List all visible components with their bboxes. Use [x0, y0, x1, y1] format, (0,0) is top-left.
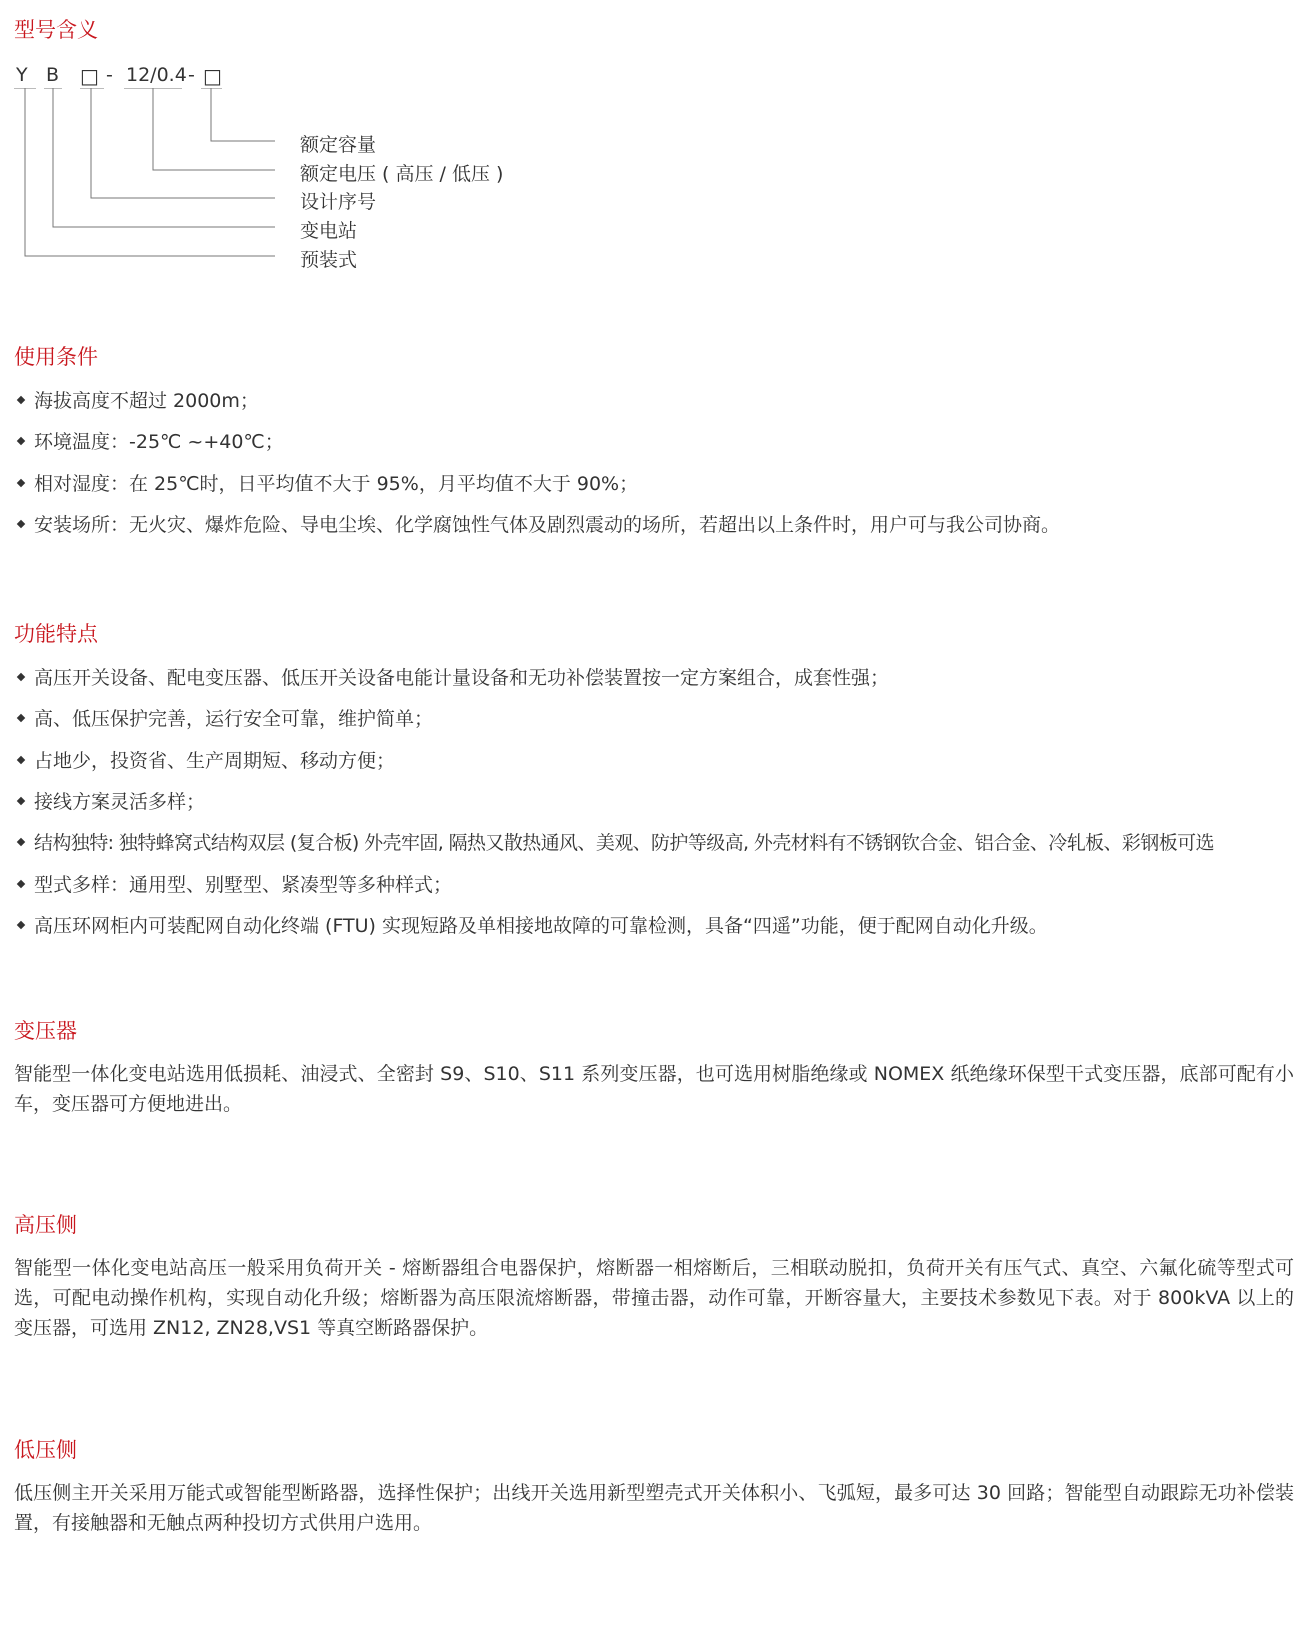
model-code-dash-2: - [188, 64, 195, 86]
bullet-icon [17, 395, 25, 403]
list-item: 海拔高度不超过 2000m； [14, 388, 259, 414]
list-item: 高压开关设备、配电变压器、低压开关设备电能计量设备和无功补偿装置按一定方案组合，成套性强； [14, 665, 889, 691]
bullet-icon [17, 519, 25, 527]
leader-design-number [91, 88, 275, 198]
model-code-dash-1: - [106, 64, 113, 86]
hv-section-title: 高压侧 [14, 1213, 77, 1237]
list-item: 占地少，投资省、生产周期短、移动方便； [14, 748, 395, 774]
list-item: 高、低压保护完善，运行安全可靠，维护简单； [14, 706, 433, 732]
usage-section-title: 使用条件 [14, 345, 98, 369]
model-code-box-1: □ [80, 64, 99, 88]
leader-prefab [25, 88, 275, 256]
features-section-title: 功能特点 [14, 622, 98, 646]
model-section-title: 型号含义 [14, 18, 98, 42]
bullet-icon [17, 436, 25, 444]
list-item: 环境温度：-25℃ ~+40℃； [14, 429, 284, 455]
list-item: 型式多样：通用型、别墅型、紧凑型等多种样式； [14, 872, 452, 898]
bullet-icon [17, 755, 25, 763]
bullet-icon [17, 837, 25, 845]
transformer-paragraph: 智能型一体化变电站选用低损耗、油浸式、全密封 S9、S10、S11 系列变压器，也可选用树脂绝缘或 NOMEX 纸绝缘环保型干式变压器，底部可配有小车，变压器可方便地进出。 [14, 1063, 1294, 1115]
leader-substation [53, 88, 275, 227]
list-item: 结构独特: 独特蜂窝式结构双层 (复合板) 外壳牢固, 隔热又散热通风、美观、防护等级高, 外壳材料有不锈钢钦合金、铝合金、冷轧板、彩钢板可选 [14, 830, 1214, 856]
bullet-icon [17, 478, 25, 486]
leader-rated-voltage [153, 88, 275, 170]
model-code-box-2: □ [203, 64, 222, 88]
bullet-icon [17, 796, 25, 804]
list-item: 高压环网柜内可装配网自动化终端 (FTU) 实现短路及单相接地故障的可靠检测，具备“四遥”功能，便于配网自动化升级。 [14, 913, 1048, 939]
transformer-section-title: 变压器 [14, 1019, 77, 1043]
hv-paragraph: 智能型一体化变电站高压一般采用负荷开关 - 熔断器组合电器保护，熔断器一相熔断后，三相联动脱扣，负荷开关有压气式、真空、六氟化硫等型式可选，可配电动操作机构，实现自动化升级；熔断器为高压限流熔断器，带撞击器，动作可靠，开断容量大，主要技术参数见下表。对于 800kVA 以上的变压器，可选用 ZN12, ZN28,VS1 等真空断路器保护。 [14, 1257, 1294, 1339]
legend-design-number: 设计序号 [300, 191, 377, 213]
bullet-icon [17, 920, 25, 928]
lv-section-title: 低压侧 [14, 1438, 77, 1462]
legend-prefab: 预装式 [300, 249, 358, 271]
legend-rated-voltage: 额定电压 ( 高压 / 低压 ) [300, 163, 504, 185]
list-item: 接线方案灵活多样； [14, 789, 205, 815]
leader-rated-capacity [211, 88, 275, 141]
bullet-icon [17, 713, 25, 721]
model-code-b: B [46, 64, 60, 86]
bullet-icon [17, 672, 25, 680]
list-item: 相对湿度：在 25℃时，日平均值不大于 95%，月平均值不大于 90%； [14, 471, 638, 497]
model-code-y: Y [16, 64, 28, 86]
list-item: 安装场所：无火灾、爆炸危险、导电尘埃、化学腐蚀性气体及剧烈震动的场所，若超出以上条件时，用户可与我公司协商。 [14, 512, 1060, 538]
model-code-voltage: 12/0.4 [126, 64, 187, 86]
legend-rated-capacity: 额定容量 [300, 134, 377, 156]
lv-paragraph: 低压侧主开关采用万能式或智能型断路器，选择性保护；出线开关选用新型塑壳式开关体积小、飞弧短，最多可达 30 回路；智能型自动跟踪无功补偿装置，有接触器和无触点两种投切方式供用户选用。 [14, 1482, 1294, 1534]
bullet-icon [17, 879, 25, 887]
legend-substation: 变电站 [300, 220, 358, 242]
